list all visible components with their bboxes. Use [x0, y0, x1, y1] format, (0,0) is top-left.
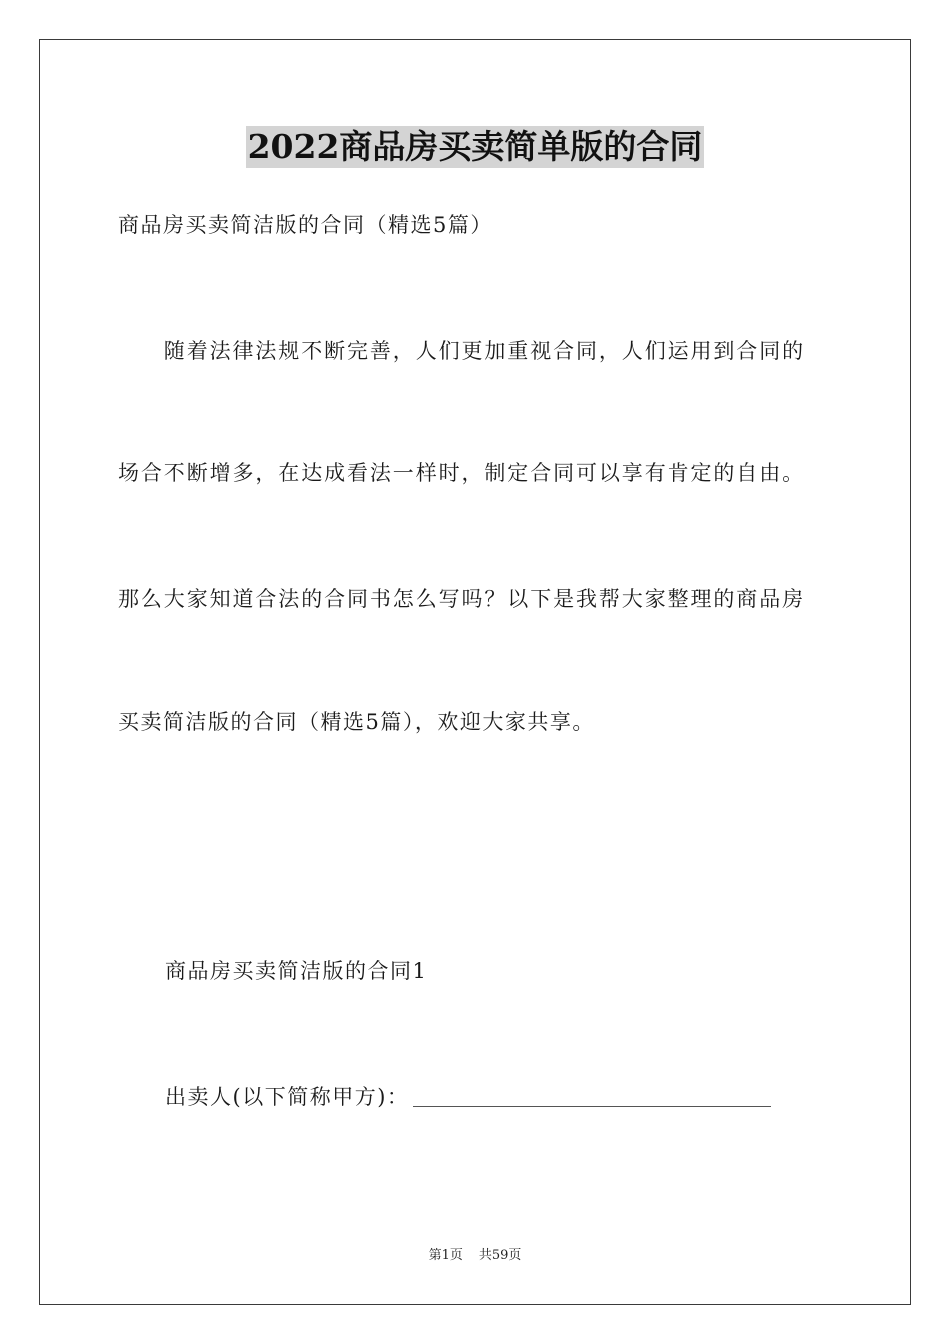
document-subtitle: 商品房买卖简洁版的合同（精选5篇） — [118, 213, 493, 237]
intro-line-3: 那么大家知道合法的合同书怎么写吗？以下是我帮大家整理的商品房 — [118, 587, 805, 611]
title-container — [0, 126, 950, 168]
page-footer — [0, 1247, 950, 1265]
seller-blank-line — [413, 1086, 771, 1107]
seller-field-row — [165, 1083, 771, 1111]
intro-line-1: 随着法律法规不断完善，人们更加重视合同，人们运用到合同的 — [118, 339, 805, 363]
seller-label: 出卖人(以下简称甲方)： — [165, 1085, 410, 1109]
page-total: 共59页 — [478, 1248, 522, 1263]
intro-line-4: 买卖简洁版的合同（精选5篇），欢迎大家共享。 — [118, 710, 595, 734]
section-heading: 商品房买卖简洁版的合同1 — [165, 959, 428, 983]
page-number: 第1页 — [428, 1248, 463, 1263]
intro-line-2: 场合不断增多，在达成看法一样时，制定合同可以享有肯定的自由。 — [118, 461, 805, 485]
document-title: 2022商品房买卖简单版的合同 — [247, 127, 703, 166]
